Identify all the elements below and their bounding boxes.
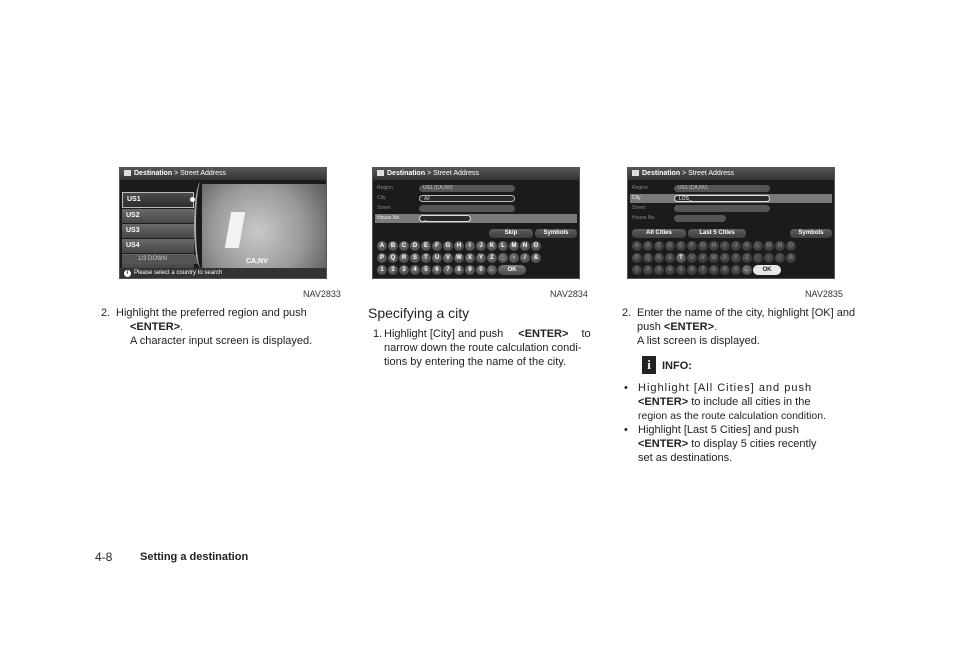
info-icon: i bbox=[642, 356, 656, 374]
key-sym[interactable]: ← bbox=[744, 267, 750, 273]
info-label: INFO: bbox=[662, 360, 692, 372]
field-label: House No. bbox=[632, 215, 656, 221]
field-city[interactable] bbox=[630, 194, 832, 203]
header-title: Destination bbox=[642, 170, 681, 177]
key-c[interactable]: C bbox=[399, 241, 409, 251]
key-h[interactable]: H bbox=[709, 241, 719, 251]
field-label: Region bbox=[377, 185, 393, 191]
field-label: Region bbox=[632, 185, 648, 191]
key-r[interactable]: R bbox=[399, 253, 409, 263]
status-bar bbox=[120, 268, 326, 278]
step-text bbox=[637, 320, 717, 334]
key-5[interactable]: 5 bbox=[421, 265, 431, 275]
header-subtitle: > Street Address bbox=[682, 170, 735, 177]
key-0[interactable]: 0 bbox=[476, 265, 486, 275]
key-s[interactable]: S bbox=[665, 253, 675, 263]
key-k[interactable]: K bbox=[742, 241, 752, 251]
keyboard bbox=[632, 241, 832, 277]
key-sym[interactable]: & bbox=[531, 253, 541, 263]
field-street[interactable] bbox=[375, 204, 577, 213]
region-item[interactable]: US3 bbox=[122, 224, 194, 238]
key-p[interactable]: P bbox=[632, 253, 642, 263]
text-fragment: to include all cities in the bbox=[691, 396, 811, 408]
key-sym[interactable]: & bbox=[786, 253, 796, 263]
enter-key-label: <ENTER> bbox=[663, 321, 715, 333]
key-n[interactable]: N bbox=[520, 241, 530, 251]
key-c[interactable]: C bbox=[654, 241, 664, 251]
key-7[interactable]: 7 bbox=[698, 265, 708, 275]
text-fragment: to display 5 cities recently bbox=[691, 438, 817, 450]
key-l[interactable]: L bbox=[498, 241, 508, 251]
key-a[interactable]: A bbox=[632, 241, 642, 251]
step-result: A list screen is displayed. bbox=[637, 335, 760, 347]
field-label: City bbox=[377, 195, 386, 201]
step-text: Highlight the preferred region and push bbox=[116, 307, 307, 319]
section-title: Specifying a city bbox=[368, 305, 470, 321]
key-w[interactable]: W bbox=[709, 253, 719, 263]
last-5-cities-button[interactable]: Last 5 Cities bbox=[688, 229, 746, 238]
key-y[interactable]: Y bbox=[476, 253, 486, 263]
scroll-position-icon bbox=[190, 197, 195, 202]
field-value: All bbox=[419, 195, 515, 202]
page-number: 4-8 bbox=[95, 550, 113, 564]
keyboard-row bbox=[632, 265, 832, 276]
screen-header bbox=[628, 168, 834, 180]
step-text bbox=[384, 327, 591, 341]
key-g[interactable]: G bbox=[698, 241, 708, 251]
key-x[interactable]: X bbox=[720, 253, 730, 263]
step-text: Enter the name of the city, highlight [OK] and bbox=[637, 307, 856, 319]
key-k[interactable]: K bbox=[487, 241, 497, 251]
keyboard-row bbox=[377, 253, 577, 264]
key-l[interactable]: L bbox=[753, 241, 763, 251]
key-z[interactable]: Z bbox=[742, 253, 752, 263]
key-n[interactable]: N bbox=[775, 241, 785, 251]
bullet-text: Highlight [Last 5 Cities] and push bbox=[638, 424, 799, 436]
key-s[interactable]: S bbox=[410, 253, 420, 263]
key-5[interactable]: 5 bbox=[676, 265, 686, 275]
region-item[interactable]: US4 bbox=[122, 239, 194, 253]
step-text bbox=[130, 320, 183, 334]
field-value bbox=[419, 205, 515, 212]
key-o[interactable]: O bbox=[531, 241, 541, 251]
field-street[interactable] bbox=[630, 204, 832, 213]
key-3[interactable]: 3 bbox=[399, 265, 409, 275]
city-entered-screenshot bbox=[627, 167, 835, 279]
field-value: US1 (CA,NV) bbox=[674, 185, 770, 192]
chapter-title: Setting a destination bbox=[140, 551, 249, 563]
region-item[interactable]: US1 bbox=[122, 192, 194, 208]
key-sym[interactable]: ← bbox=[489, 267, 495, 273]
destination-flag-icon bbox=[124, 170, 131, 176]
step-text: narrow down the route calculation condi- bbox=[384, 342, 582, 354]
key-d[interactable]: D bbox=[410, 241, 420, 251]
key-y[interactable]: Y bbox=[731, 253, 741, 263]
key-b[interactable]: B bbox=[643, 241, 653, 251]
ok-button[interactable]: OK bbox=[498, 265, 526, 275]
key-1[interactable]: 1 bbox=[377, 265, 387, 275]
key-8[interactable]: 8 bbox=[709, 265, 719, 275]
field-house-no[interactable] bbox=[630, 214, 832, 223]
enter-key-label: <ENTER> bbox=[638, 438, 689, 450]
status-text: Please select a country to search bbox=[134, 270, 223, 276]
key-z[interactable]: Z bbox=[487, 253, 497, 263]
figure-caption: NAV2835 bbox=[805, 289, 843, 299]
key-3[interactable]: 3 bbox=[654, 265, 664, 275]
key-4[interactable]: 4 bbox=[665, 265, 675, 275]
key-4[interactable]: 4 bbox=[410, 265, 420, 275]
skip-button[interactable]: Skip bbox=[489, 229, 533, 238]
city-input-screenshot bbox=[372, 167, 580, 279]
key-m[interactable]: M bbox=[764, 241, 774, 251]
field-city[interactable] bbox=[375, 194, 577, 203]
key-f[interactable]: F bbox=[432, 241, 442, 251]
key-sym[interactable]: / bbox=[775, 253, 785, 263]
key-sym[interactable]: _ bbox=[753, 253, 763, 263]
key-7[interactable]: 7 bbox=[443, 265, 453, 275]
period: . bbox=[714, 321, 718, 333]
screen-header bbox=[120, 168, 326, 180]
text-fragment: push bbox=[637, 321, 661, 333]
field-label: Street bbox=[632, 205, 646, 211]
key-2[interactable]: 2 bbox=[643, 265, 653, 275]
enter-key-label: <ENTER> bbox=[130, 321, 181, 333]
key-sym[interactable]: - bbox=[509, 253, 519, 263]
map-region-label: CA,NV bbox=[246, 258, 268, 265]
region-map bbox=[202, 184, 326, 270]
symbols-button[interactable]: Symbols bbox=[790, 229, 832, 238]
step-text: tions by entering the name of the city. bbox=[384, 356, 567, 368]
field-value bbox=[674, 205, 770, 212]
figure-caption: NAV2833 bbox=[303, 289, 341, 299]
key-9[interactable]: 9 bbox=[720, 265, 730, 275]
region-select-screenshot bbox=[119, 167, 327, 279]
key-sym[interactable]: / bbox=[520, 253, 530, 263]
field-value: LOS_ bbox=[674, 195, 770, 202]
key-9[interactable]: 9 bbox=[465, 265, 475, 275]
page-indicator[interactable]: 1/3 DOWN bbox=[122, 255, 198, 264]
key-i[interactable]: I bbox=[720, 241, 730, 251]
field-region[interactable] bbox=[375, 184, 577, 193]
destination-flag-icon bbox=[377, 170, 384, 176]
bullet-icon: • bbox=[624, 382, 628, 394]
key-d[interactable]: D bbox=[665, 241, 675, 251]
key-2[interactable]: 2 bbox=[388, 265, 398, 275]
figure-caption: NAV2834 bbox=[550, 289, 588, 299]
key-sym[interactable]: _ bbox=[498, 253, 508, 263]
key-1[interactable]: 1 bbox=[632, 265, 642, 275]
keyboard-row bbox=[632, 253, 832, 264]
key-t[interactable]: T bbox=[421, 253, 431, 263]
keyboard-row bbox=[377, 241, 577, 252]
enter-key-label: <ENTER> bbox=[518, 328, 569, 340]
field-label: City bbox=[632, 195, 641, 201]
header-subtitle: > Street Address bbox=[427, 170, 480, 177]
key-q[interactable]: Q bbox=[643, 253, 653, 263]
bullet-text: region as the route calculation condition. bbox=[638, 410, 826, 422]
key-j[interactable]: J bbox=[731, 241, 741, 251]
destination-flag-icon bbox=[632, 170, 639, 176]
key-j[interactable]: J bbox=[476, 241, 486, 251]
header-title: Destination bbox=[387, 170, 426, 177]
keyboard-row bbox=[377, 265, 577, 276]
key-u[interactable]: U bbox=[432, 253, 442, 263]
keyboard-row bbox=[632, 241, 832, 252]
key-6[interactable]: 6 bbox=[687, 265, 697, 275]
bullet-icon: • bbox=[624, 424, 628, 436]
key-o[interactable]: O bbox=[786, 241, 796, 251]
key-h[interactable]: H bbox=[454, 241, 464, 251]
key-q[interactable]: Q bbox=[388, 253, 398, 263]
header-subtitle: > Street Address bbox=[174, 170, 227, 177]
key-x[interactable]: X bbox=[465, 253, 475, 263]
key-e[interactable]: E bbox=[676, 241, 686, 251]
key-a[interactable]: A bbox=[377, 241, 387, 251]
region-item[interactable]: US2 bbox=[122, 209, 194, 223]
key-r[interactable]: R bbox=[654, 253, 664, 263]
step-result: A character input screen is displayed. bbox=[130, 335, 313, 347]
period: . bbox=[180, 321, 184, 333]
key-v[interactable]: V bbox=[698, 253, 708, 263]
screen-header bbox=[373, 168, 579, 180]
field-value: US1 (CA,NV) bbox=[419, 185, 515, 192]
field-value: _ bbox=[419, 215, 471, 222]
key-b[interactable]: B bbox=[388, 241, 398, 251]
key-6[interactable]: 6 bbox=[432, 265, 442, 275]
bullet-text bbox=[638, 395, 810, 409]
all-cities-button[interactable]: All Cities bbox=[632, 229, 686, 238]
step-number: 2. bbox=[101, 307, 111, 319]
bullet-text: Highlight [All Cities] and push bbox=[638, 382, 813, 394]
field-label: House No. bbox=[377, 215, 401, 221]
key-u[interactable]: U bbox=[687, 253, 697, 263]
key-g[interactable]: G bbox=[443, 241, 453, 251]
key-0[interactable]: 0 bbox=[731, 265, 741, 275]
field-house-no[interactable] bbox=[375, 214, 577, 223]
key-v[interactable]: V bbox=[443, 253, 453, 263]
step-number: 1. bbox=[373, 328, 383, 340]
key-t[interactable]: T bbox=[676, 253, 686, 263]
step-number: 2. bbox=[622, 307, 632, 319]
text-fragment: Highlight [City] and push bbox=[384, 328, 504, 340]
key-m[interactable]: M bbox=[509, 241, 519, 251]
info-icon: i bbox=[124, 270, 131, 277]
key-i[interactable]: I bbox=[465, 241, 475, 251]
key-f[interactable]: F bbox=[687, 241, 697, 251]
key-p[interactable]: P bbox=[377, 253, 387, 263]
keyboard bbox=[377, 241, 577, 277]
key-8[interactable]: 8 bbox=[454, 265, 464, 275]
key-e[interactable]: E bbox=[421, 241, 431, 251]
key-w[interactable]: W bbox=[454, 253, 464, 263]
ok-button[interactable]: OK bbox=[753, 265, 781, 275]
bullet-text: set as destinations. bbox=[638, 452, 733, 464]
field-region[interactable] bbox=[630, 184, 832, 193]
bullet-text bbox=[638, 437, 817, 451]
field-value bbox=[674, 215, 726, 222]
field-label: Street bbox=[377, 205, 391, 211]
text-fragment: to bbox=[581, 328, 591, 340]
symbols-button[interactable]: Symbols bbox=[535, 229, 577, 238]
key-sym[interactable]: - bbox=[764, 253, 774, 263]
header-title: Destination bbox=[134, 170, 173, 177]
highlighted-region-shape bbox=[225, 212, 245, 248]
enter-key-label: <ENTER> bbox=[638, 396, 689, 408]
